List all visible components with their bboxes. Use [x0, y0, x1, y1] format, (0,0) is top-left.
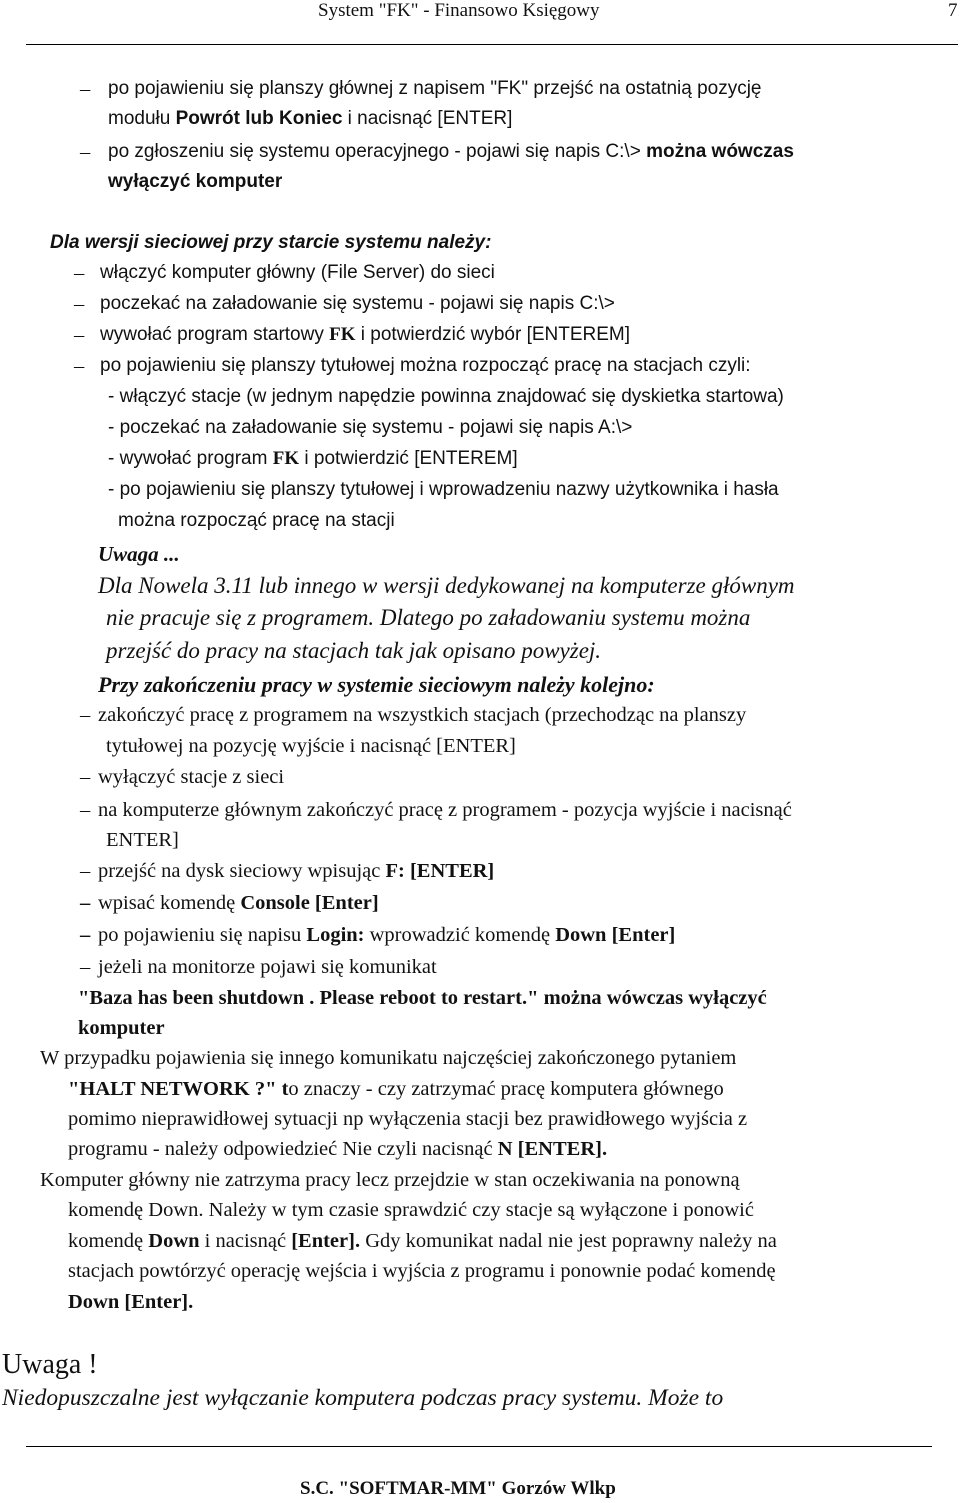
list-item: wyłączyć stacje z sieci [98, 766, 285, 788]
emphasis: można wówczas [646, 141, 794, 162]
text: po pojawieniu się planszy głównej z napisem "FK" przejść na ostatnią pozycję [108, 78, 762, 99]
list-item-continued [108, 107, 512, 131]
command: Down [148, 1230, 200, 1252]
text: programu - należy odpowiedzieć Nie czyli nacisnąć [68, 1138, 498, 1160]
paragraph-line: pomimo nieprawidłowej sytuacji np wyłączenia stacji bez prawidłowego wyjścia z [68, 1108, 748, 1130]
text: wprowadzić komendę [364, 924, 556, 946]
paragraph-line: Komputer główny nie zatrzyma pracy lecz przejdzie w stan oczekiwania na ponowną [40, 1169, 740, 1191]
list-item [108, 77, 762, 101]
paragraph-line [68, 1137, 607, 1161]
sub-item: - poczekać na załadowanie się systemu - pojawi się napis A:\> [108, 417, 633, 438]
text: o znaczy - czy zatrzymać pracę komputera głównego [288, 1078, 724, 1100]
note-title: Uwaga ... [98, 542, 180, 566]
note-line: nie pracuje się z programem. Dlatego po załadowaniu systemu można [106, 605, 751, 630]
header-rule [26, 44, 958, 45]
text: po zgłoszeniu się systemu operacyjnego - pojawi się napis C:\> [108, 141, 647, 162]
command: N [ENTER]. [497, 1138, 608, 1160]
list-item-continued: tytułowej na pozycję wyjście i nacisnąć [ENTER] [106, 735, 516, 757]
paragraph-line: W przypadku pojawienia się innego komunikatu najczęściej zakończonego pytaniem [40, 1047, 737, 1069]
list-dash: – [80, 924, 91, 946]
text: i nacisnąć [ENTER] [342, 108, 513, 129]
list-item-continued: ENTER] [106, 829, 179, 851]
text: Należy w tym czasie sprawdzić czy stacje są wyłączone i ponowić [208, 1199, 754, 1221]
command: Down [Enter] [555, 924, 676, 946]
text: komendę [68, 1230, 149, 1252]
paragraph-line [68, 1198, 754, 1222]
message-text-continued: komputer [78, 1017, 165, 1039]
message-text: "Baza has been shutdown . Please reboot to restart." można wówczas wyłączyć [78, 987, 767, 1009]
list-item: zakończyć pracę z programem na wszystkich stacjach (przechodząc na planszy [98, 704, 747, 726]
sub-item: - włączyć stacje (w jednym napędzie powinna znajdować się dyskietka startowa) [108, 386, 784, 407]
text: - wywołać program [108, 448, 273, 469]
list-dash: – [74, 293, 85, 315]
sub-item [108, 447, 518, 471]
list-dash: – [80, 78, 91, 100]
warning-title: Uwaga ! [2, 1349, 98, 1380]
list-item-continued: wyłączyć komputer [108, 171, 283, 192]
page-number: 7 [948, 0, 958, 21]
list-dash: – [80, 892, 91, 914]
list-dash: – [80, 141, 91, 163]
list-item [108, 140, 794, 164]
paragraph-line: Down [Enter]. [68, 1291, 194, 1313]
note-line: przejść do pracy na stacjach tak jak opisano powyżej. [106, 638, 602, 663]
list-dash: – [74, 262, 85, 284]
list-item: jeżeli na monitorze pojawi się komunikat [98, 956, 437, 978]
note-line: Dla Nowela 3.11 lub innego w wersji dedykowanej na komputerze głównym [98, 573, 795, 598]
paragraph-line [68, 1077, 724, 1101]
list-dash: – [74, 324, 85, 346]
list-item: po pojawieniu się planszy tytułowej można rozpocząć pracę na stacjach czyli: [100, 355, 751, 376]
message-text: "HALT NETWORK ?" t [68, 1078, 289, 1100]
sub-item-continued: można rozpocząć pracę na stacji [118, 510, 395, 531]
footer-text: S.C. "SOFTMAR-MM" Gorzów Wlkp [300, 1478, 616, 1499]
list-dash: – [80, 799, 91, 821]
section-heading: Dla wersji sieciowej przy starcie systemu należy: [50, 232, 492, 253]
text: wpisać komendę [98, 892, 241, 914]
text: Gdy komunikat nadal nie jest poprawny należy na [360, 1230, 777, 1252]
text: i potwierdzić [ENTEREM] [299, 448, 518, 469]
text: modułu [108, 108, 176, 129]
text: komendę Down. [68, 1199, 209, 1221]
command: [Enter]. [291, 1230, 361, 1252]
list-dash: – [80, 766, 91, 788]
paragraph-line [68, 1229, 777, 1253]
program-name: FK [329, 324, 356, 345]
program-name: FK [272, 448, 300, 469]
menu-item-name: Powrót lub Koniec [175, 108, 343, 129]
list-item: włączyć komputer główny (File Server) do sieci [100, 262, 495, 283]
list-item: poczekać na załadowanie się systemu - pojawi się napis C:\> [100, 293, 615, 314]
text: przejść na dysk sieciowy wpisując [98, 860, 386, 882]
sub-item: - po pojawieniu się planszy tytułowej i wprowadzeniu nazwy użytkownika i hasła [108, 479, 779, 500]
list-dash: – [74, 355, 85, 377]
list-item [98, 891, 379, 915]
section-heading: Przy zakończeniu pracy w systemie sieciowym należy kolejno: [98, 672, 655, 697]
list-item [98, 859, 494, 883]
text: po pojawieniu się napisu [98, 924, 307, 946]
command: F: [ENTER] [385, 860, 495, 882]
list-item [100, 323, 630, 347]
list-dash: – [80, 860, 91, 882]
page-header-title: System "FK" - Finansowo Księgowy [318, 0, 600, 21]
command: Console [Enter] [240, 892, 379, 914]
list-item [98, 923, 675, 947]
text: i potwierdzić wybór [ENTEREM] [355, 324, 631, 345]
warning-text: Niedopuszczalne jest wyłączanie komputera podczas pracy systemu. Może to [2, 1385, 724, 1411]
footer-rule [26, 1446, 932, 1447]
list-item: na komputerze głównym zakończyć pracę z programem - pozycja wyjście i nacisnąć [98, 799, 792, 821]
list-dash: – [80, 704, 91, 726]
list-dash: – [80, 956, 91, 978]
text: wywołać program startowy [100, 324, 330, 345]
paragraph-line: stacjach powtórzyć operację wejścia i wyjścia z programu i ponownie podać komendę [68, 1260, 776, 1282]
prompt: Login: [306, 924, 365, 946]
text: i nacisnąć [199, 1230, 292, 1252]
